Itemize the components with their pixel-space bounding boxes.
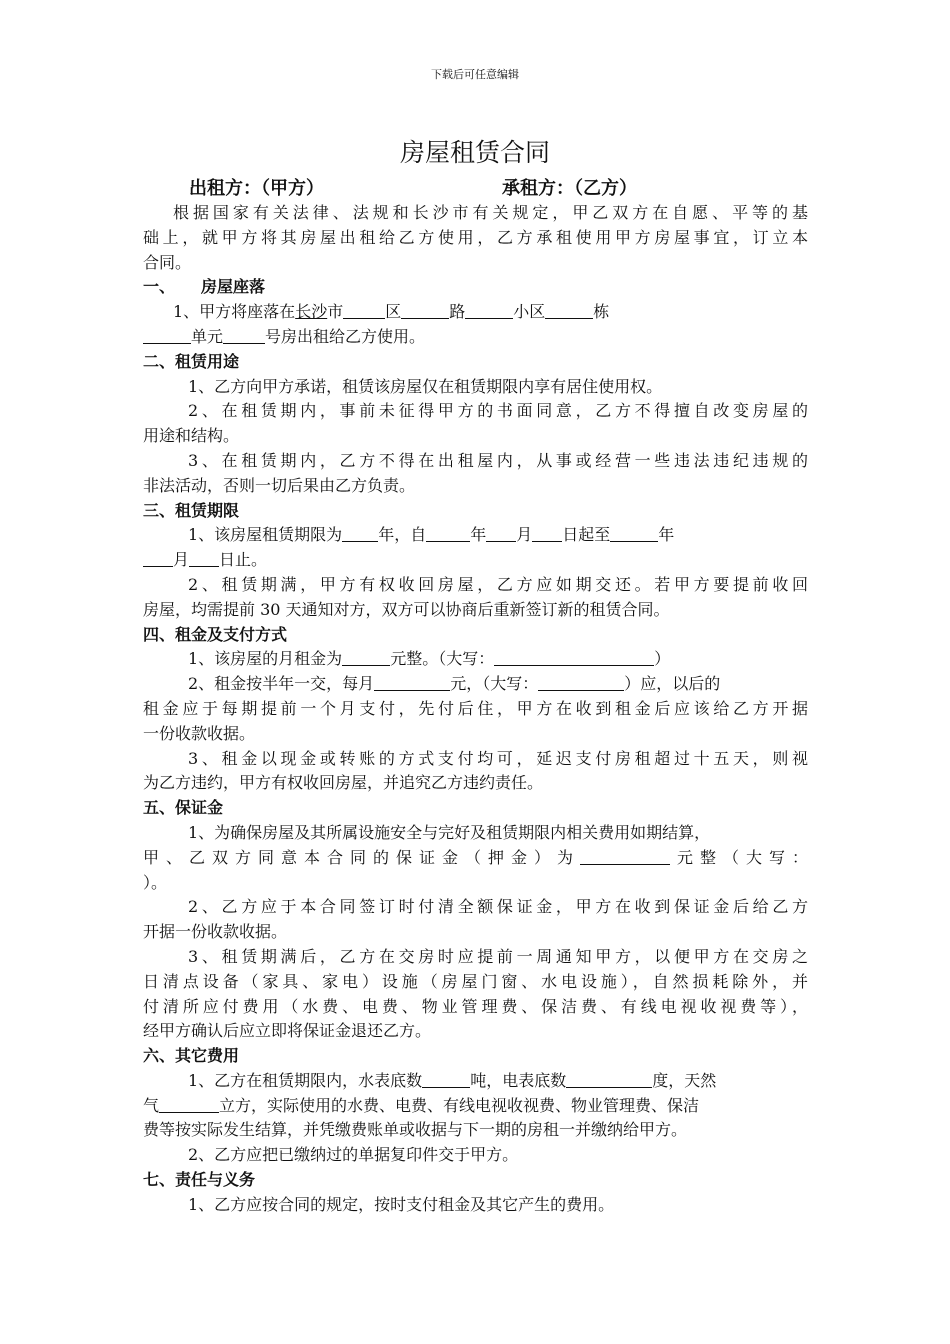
s4-text-a: 1、该房屋的月租金为 xyxy=(188,649,343,669)
s6-text-a: 1、乙方在租赁期限内，水表底数 xyxy=(188,1070,423,1090)
intro-line-2: 础上，就甲方将其房屋出租给乙方使用，乙方承租使用甲方房屋事宜，订立本 xyxy=(143,227,808,247)
section-1-number: 一、 xyxy=(143,277,176,297)
section-2-heading: 二、租赁用途 xyxy=(143,351,240,371)
end-day-blank xyxy=(189,549,219,567)
s3-text-e: 日起至 xyxy=(562,525,611,545)
s1-text-e: 小区 xyxy=(513,302,546,322)
term-years-blank xyxy=(342,524,378,542)
s5-para-3-line-3: 付清所应付费用（水费、电费、物业管理费、保洁费、有线电视收视费等）， xyxy=(143,996,808,1016)
monthly-rent-blank xyxy=(342,648,390,666)
intro-line-3: 合同。 xyxy=(143,252,192,272)
s1-text-d: 路 xyxy=(449,302,466,322)
s5-para-1-line-2 xyxy=(143,846,808,871)
s2-para-2-line-2: 用途和结构。 xyxy=(143,426,240,446)
s3-text-b: 年，自 xyxy=(378,525,427,545)
s3-text-c: 年 xyxy=(470,525,487,545)
section-7-heading: 七、责任与义务 xyxy=(143,1170,256,1190)
lessor-label: 出租方：（甲方） xyxy=(189,178,324,199)
s3-para-2-line-2: 房屋，均需提前 30 天通知对方，双方可以协商后重新签订新的租赁合同。 xyxy=(143,599,670,619)
s3-text-g: 月 xyxy=(173,550,190,570)
s1-line-2 xyxy=(143,325,808,350)
s5-text-c: 元整（大写： xyxy=(669,847,808,867)
building-blank xyxy=(545,301,593,319)
start-day-blank xyxy=(532,524,562,542)
lessee-label: 承租方：（乙方） xyxy=(502,178,637,199)
document-title: 房屋租赁合同 xyxy=(399,138,550,167)
water-meter-blank xyxy=(422,1070,470,1088)
section-1-heading xyxy=(143,275,808,300)
s4-para-3-line-2: 为乙方违约，甲方有权收回房屋，并追究乙方违约责任。 xyxy=(143,773,544,793)
section-3-heading: 三、租赁期限 xyxy=(143,500,240,520)
s1-text-b: 市 xyxy=(327,302,344,322)
s2-para-1: 1、乙方向甲方承诺，租赁该房屋仅在租赁期限内享有居住使用权。 xyxy=(188,376,663,396)
s1-line-1 xyxy=(143,300,808,325)
s4-para-3-line-1: 3、租金以现金或转账的方式支付均可，延迟支付房租超过十五天，则视 xyxy=(188,748,808,768)
section-6-heading: 六、其它费用 xyxy=(143,1046,240,1066)
s6-text-b: 吨，电表底数 xyxy=(470,1070,567,1090)
s3-text-a: 1、该房屋租赁期限为 xyxy=(188,525,343,545)
s3-line-1 xyxy=(143,523,808,548)
s5-para-3-line-4: 经甲方确认后应立即将保证金退还乙方。 xyxy=(143,1021,432,1041)
section-1-title: 房屋座落 xyxy=(201,277,266,297)
s1-text-a: 1、甲方将座落在 xyxy=(173,302,296,322)
community-blank xyxy=(465,301,513,319)
s4-line-1 xyxy=(143,647,808,672)
s2-para-3-line-2: 非法活动，否则一切后果由乙方负责。 xyxy=(143,475,416,495)
s6-line-2 xyxy=(143,1094,808,1119)
s2-para-3-line-1: 3、在租赁期内，乙方不得在出租屋内，从事或经营一些违法违纪违规的 xyxy=(188,450,808,470)
s1-text-g: 单元 xyxy=(191,326,224,346)
s6-text-e: 立方，实际使用的水费、电费、有线电视收视费、物业管理费、保洁 xyxy=(219,1095,700,1115)
s5-para-3-line-1: 3、租赁期满后，乙方在交房时应提前一周通知甲方，以便甲方在交房之 xyxy=(188,946,808,966)
s6-line-3: 费等按实际发生结算，并凭缴费账单或收据与下一期的房租一并缴纳给甲方。 xyxy=(143,1120,688,1140)
intro-line-1: 根据国家有关法律、法规和长沙市有关规定，甲乙双方在自愿、平等的基 xyxy=(173,203,808,222)
s4-para-2-line-2: 租金应于每期提前一个月支付，先付后住，甲方在收到租金后应该给乙方开据 xyxy=(143,698,808,718)
section-5-heading: 五、保证金 xyxy=(143,798,224,818)
s5-para-3-line-2: 日清点设备（家具、家电）设施（房屋门窗、水电设施），自然损耗除外，并 xyxy=(143,971,808,991)
section-4-heading: 四、租金及支付方式 xyxy=(143,624,288,644)
s3-line-2 xyxy=(143,548,808,573)
contract-body xyxy=(143,201,808,1218)
s2-para-2-line-1: 2、在租赁期内，事前未征得甲方的书面同意，乙方不得擅自改变房屋的 xyxy=(188,401,808,421)
end-month-blank xyxy=(143,549,173,567)
s5-para-1-line-1: 1、为确保房屋及其所属设施安全与完好及租赁期限内相关费用如期结算， xyxy=(188,822,711,842)
s4-text-d: 2、租金按半年一交，每月 xyxy=(188,674,375,694)
s4-line-2 xyxy=(143,672,808,697)
installment-blank xyxy=(374,673,450,691)
s3-text-h: 日止。 xyxy=(219,550,268,570)
s3-text-d: 月 xyxy=(516,525,533,545)
s4-text-f: ）应，以后的 xyxy=(624,674,721,694)
s5-text-b: 甲、乙双方同意本合同的保证金（押金）为 xyxy=(143,847,580,867)
s7-para-1: 1、乙方应按合同的规定，按时支付租金及其它产生的费用。 xyxy=(188,1194,615,1214)
road-blank xyxy=(401,301,449,319)
room-blank xyxy=(223,326,265,344)
s4-text-e: 元，（大写： xyxy=(450,674,539,694)
unit-blank xyxy=(143,326,191,344)
s6-text-c: 度，天然 xyxy=(652,1070,717,1090)
installment-words-blank xyxy=(538,673,624,691)
s1-city-value: 长沙 xyxy=(295,302,328,322)
s6-line-1 xyxy=(143,1069,808,1094)
end-year-blank xyxy=(610,524,658,542)
s1-text-f: 栋 xyxy=(593,302,610,322)
s5-para-2-line-2: 开据一份收款收据。 xyxy=(143,922,288,942)
parties-line xyxy=(0,174,950,200)
electric-meter-blank xyxy=(566,1070,652,1088)
monthly-rent-words-blank xyxy=(494,648,654,666)
s6-para-2: 2、乙方应把已缴纳过的单据复印件交于甲方。 xyxy=(188,1145,519,1165)
header-note: 下载后可任意编辑 xyxy=(431,68,519,81)
s4-text-c: ） xyxy=(654,649,671,669)
s5-para-2-line-1: 2、乙方应于本合同签订时付清全额保证金，甲方在收到保证金后给乙方 xyxy=(188,897,808,917)
s1-text-h: 号房出租给乙方使用。 xyxy=(265,326,426,346)
district-blank xyxy=(343,301,385,319)
s3-para-2-line-1: 2、租赁期满，甲方有权收回房屋，乙方应如期交还。若甲方要提前收回 xyxy=(188,574,808,594)
gas-meter-blank xyxy=(159,1095,219,1113)
s1-text-c: 区 xyxy=(385,302,402,322)
s5-para-1-line-3: ）。 xyxy=(143,872,168,892)
deposit-blank xyxy=(580,847,670,865)
start-year-blank xyxy=(426,524,470,542)
s4-text-b: 元整。（大写： xyxy=(390,649,495,669)
s3-text-f: 年 xyxy=(658,525,675,545)
start-month-blank xyxy=(486,524,516,542)
s6-text-d: 气 xyxy=(143,1095,160,1115)
s4-para-2-line-3: 一份收款收据。 xyxy=(143,723,256,743)
